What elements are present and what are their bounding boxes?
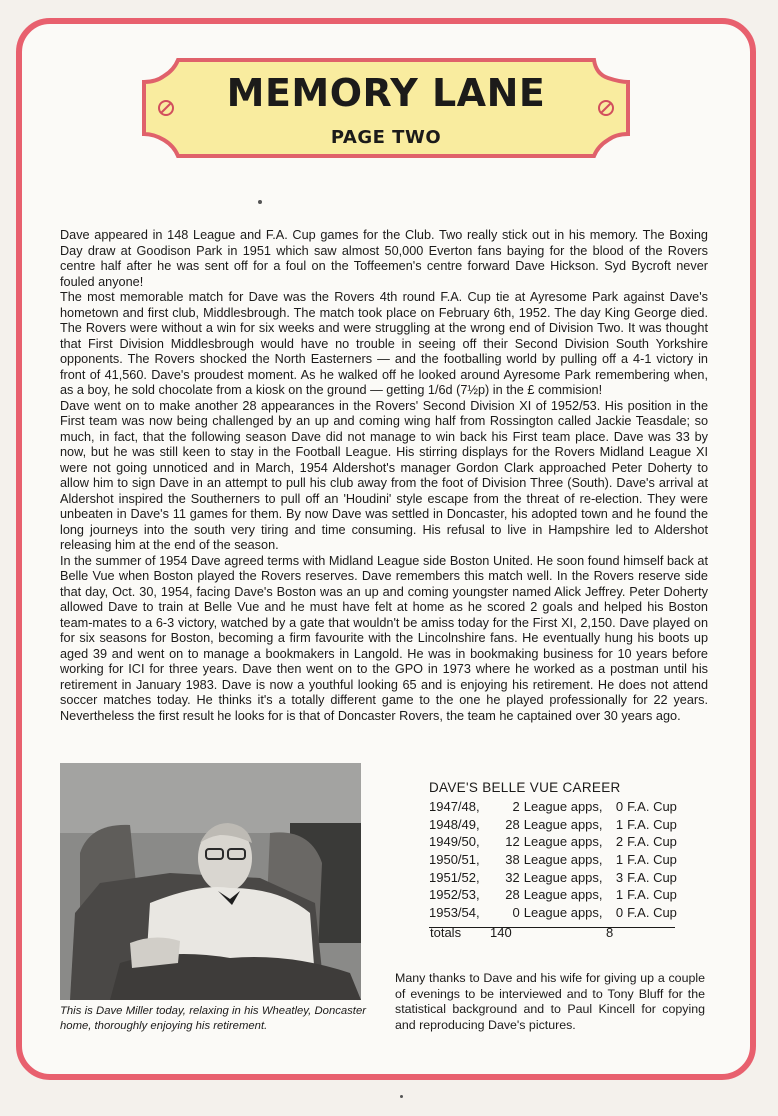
cup-label-cell: F.A. Cup [627, 816, 677, 832]
title-plaque [138, 56, 634, 160]
league-apps-cell: 12 [505, 834, 520, 850]
career-row [429, 886, 679, 904]
career-table [429, 798, 679, 921]
league-apps-cell: 2 [512, 799, 520, 815]
article-paragraph: In the summer of 1954 Dave agreed terms with Midland League side Boston United. He soon found himself back at Belle Vue when Boston played the Rovers reserves. Dave remembers this match well. In the Rovers reserve side that day, Oct. 30, 1954, facing Dave's Boston was an up and coming youngster named Alick Jeffrey. Peter Doherty allowed Dave to train at Belle Vue and he must have felt at home as he scored 2 goals and helped his Boston team-mates to a 6-3 victory, watched by a gate that wouldn't be amiss today for the First XI, 2,150. Dave played on for six seasons for Boston, becoming a firm favourite with the Lincolnshire fans. He eventually hung his boots up aged 39 and went on to manage a bookmakers in Langold. He was in bookmaking business for 10 years before working for ICI for three years. Dave then went on to the GPO in 1973 where he worked as a postman until his retirement in January 1983. Dave is now a youthful looking 65 and is enjoying his retirement. He does not attend soccer matches today. He thinks it's a totally different game to the one he played professionally for 22 years. Nevertheless the first result he looks for is that of Doncaster Rovers, the team he captained over 30 years ago. [60, 553, 708, 723]
career-row [429, 904, 679, 922]
acknowledgements: Many thanks to Dave and his wife for giving up a couple of evenings to be interviewed and to Tony Bluff for the statistical background and to Paul Kincell for copying and reproducing Dave's pictures. [395, 971, 705, 1032]
career-row [429, 833, 679, 851]
season-cell: 1951/52, [429, 869, 480, 885]
league-apps-cell: 32 [505, 869, 520, 885]
article-paragraph: Dave went on to make another 28 appearances in the Rovers' Second Division XI of 1952/53. His position in the First team was now being challenged by an up and coming wing half from Rossington called Jackie Teasdale; so much, in fact, that the following season Dave did not manage to win back his First team place. Dave was 33 by now, but he was still keen to stay in the Football League. His stirring displays for the Rovers Midland League XI were not going unnoticed and in March, 1954 Aldershot's manager Gordon Clark approached Peter Doherty to allow him to sign Dave in an attempt to pull his club away from the foot of Division Three (South). Dave's arrival at Aldershot inspired the Southerners to pull off an 'Houdini' style escape from the threat of re-election. They were unbeaten in Dave's 11 games for them. By now Dave was settled in Doncaster, his adopted town and he found the long journeys into the south very tiring and time consuming. His refusal to live in Hampshire led to Aldershot releasing him at the end of the season. [60, 398, 708, 552]
cup-apps-cell: 0 [615, 904, 624, 920]
print-speck [258, 200, 262, 204]
league-apps-cell: 28 [505, 816, 520, 832]
season-cell: 1949/50, [429, 834, 480, 850]
league-label-cell: League apps, [523, 816, 603, 832]
season-cell: 1952/53, [429, 887, 480, 903]
cup-label-cell: F.A. Cup [627, 852, 677, 868]
cup-label-cell: F.A. Cup [627, 799, 677, 815]
league-label-cell: League apps, [523, 869, 603, 885]
season-cell: 1947/48, [429, 799, 480, 815]
career-title: DAVE'S BELLE VUE CAREER [429, 780, 621, 795]
league-label-cell: League apps, [523, 799, 603, 815]
career-stats [429, 780, 679, 921]
totals-cup: 8 [606, 925, 614, 940]
totals-league: 140 [490, 925, 512, 940]
season-cell: 1948/49, [429, 816, 480, 832]
photo-caption: This is Dave Miller today, relaxing in his Wheatley, Doncaster home, thoroughly enjoying his retirement. [60, 1005, 366, 1032]
league-label-cell: League apps, [523, 887, 603, 903]
league-apps-cell: 0 [512, 904, 520, 920]
career-row [429, 798, 679, 816]
league-apps-cell: 38 [505, 852, 520, 868]
league-label-cell: League apps, [523, 834, 603, 850]
career-row [429, 868, 679, 886]
league-apps-cell: 28 [505, 887, 520, 903]
career-row [429, 816, 679, 834]
page-title: MEMORY LANE [226, 71, 546, 115]
cup-apps-cell: 1 [615, 816, 624, 832]
league-label-cell: League apps, [523, 904, 603, 920]
career-row [429, 851, 679, 869]
page-subtitle: PAGE TWO [330, 127, 442, 148]
dave-miller-photo [60, 763, 361, 1000]
cup-apps-cell: 0 [615, 799, 624, 815]
cup-apps-cell: 3 [615, 869, 624, 885]
cup-label-cell: F.A. Cup [627, 834, 677, 850]
cup-label-cell: F.A. Cup [627, 887, 677, 903]
cup-label-cell: F.A. Cup [627, 869, 677, 885]
cup-label-cell: F.A. Cup [627, 904, 677, 920]
cup-apps-cell: 1 [615, 852, 624, 868]
season-cell: 1950/51, [429, 852, 480, 868]
season-cell: 1953/54, [429, 904, 480, 920]
cup-apps-cell: 1 [615, 887, 624, 903]
article-paragraph: The most memorable match for Dave was the Rovers 4th round F.A. Cup tie at Ayresome Park against Dave's hometown and first club, Middlesbrough. The match took place on February 6th, 1952. The day King George died. The Rovers were without a win for six weeks and were struggling at the wrong end of Division Two. It was thought that First Division Middlesbrough would have no trouble in seeing off their Second Division South Yorkshire opponents. The Rovers shocked the North Easterners — and the footballing world by pulling off a 4-1 victory in front of 41,560. Dave's proudest moment. As he walked off he looked around Ayresome Park remembering when, as a boy, he sold chocolate from a kiosk on the ground — getting 1/6d (7½p) in the £ commision! [60, 290, 708, 397]
article-body [60, 228, 708, 724]
article-paragraph: Dave appeared in 148 League and F.A. Cup games for the Club. Two really stick out in his memory. The Boxing Day draw at Goodison Park in 1951 which saw almost 50,000 Everton fans baying for the blood of the Rovers centre half after he was sent off for a foul on the Toffeemen's centre forward Dave Hickson. Syd Bycroft never fouled anyone! [60, 228, 708, 289]
league-label-cell: League apps, [523, 852, 603, 868]
photo-illustration [60, 763, 361, 1000]
career-totals-row [430, 925, 676, 942]
print-speck [400, 1095, 403, 1098]
cup-apps-cell: 2 [615, 834, 624, 850]
totals-label: totals [430, 925, 462, 940]
